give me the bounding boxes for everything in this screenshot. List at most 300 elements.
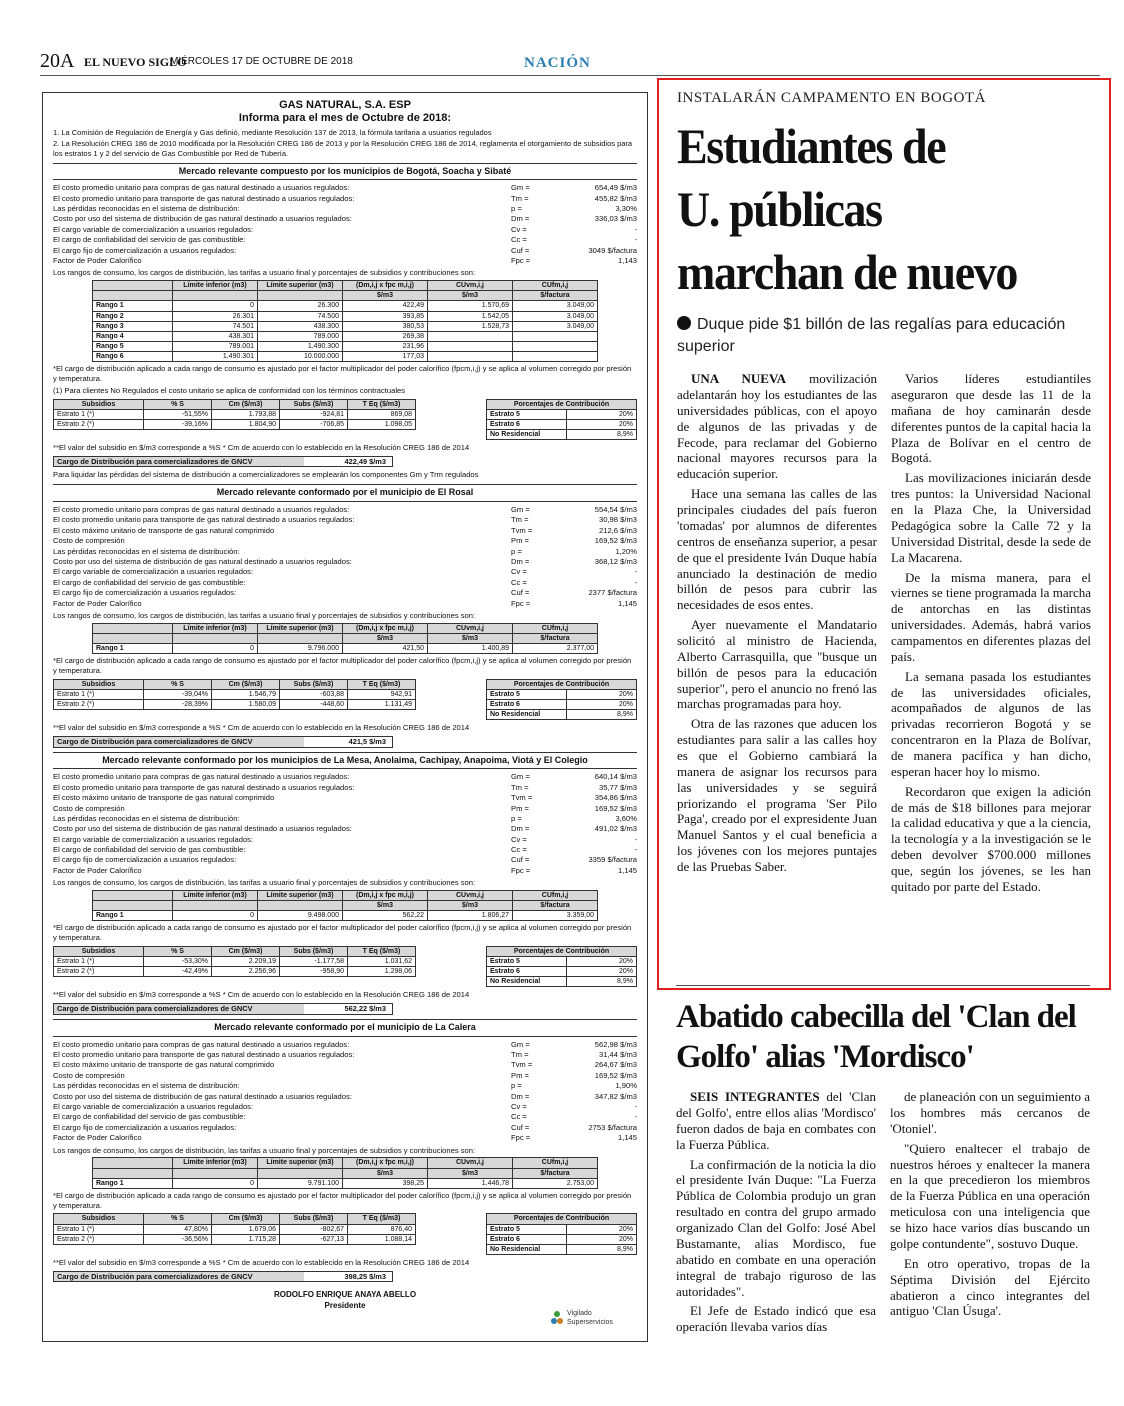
subsidy-wrap bbox=[53, 1213, 637, 1254]
table-cell: -706,85 bbox=[280, 419, 348, 429]
param-symbol: Fpc = bbox=[511, 256, 531, 266]
market-title: Mercado relevante conformado por el municipio de La Calera bbox=[53, 1019, 637, 1037]
param-symbol: Tvm = bbox=[511, 525, 533, 535]
param-symbol: Cv = bbox=[511, 1102, 527, 1111]
param-label: El costo máximo unitario de transporte de gas natural comprimido bbox=[53, 525, 275, 535]
param-row bbox=[53, 246, 637, 256]
param-value: 1,145 bbox=[617, 1133, 637, 1143]
param-symbol: Cc = bbox=[511, 845, 527, 855]
markets-container bbox=[53, 163, 637, 1283]
table-cell: 1.031,62 bbox=[348, 957, 416, 967]
table-header: CUfm,i,j bbox=[513, 891, 598, 901]
param-row bbox=[53, 547, 637, 557]
table-header bbox=[173, 633, 258, 643]
table-header: $/m3 bbox=[343, 1168, 428, 1178]
table-cell: 20% bbox=[567, 1234, 637, 1244]
table-row bbox=[487, 699, 637, 709]
table-cell: 0 bbox=[173, 911, 258, 921]
table-header: Límite superior (m3) bbox=[258, 281, 343, 291]
table-row bbox=[93, 321, 598, 331]
param-symbol: Fpc = bbox=[511, 1133, 531, 1143]
table-cell: No Residencial bbox=[487, 1244, 567, 1254]
table-header bbox=[93, 1158, 173, 1168]
param-value: 3049 $/factura bbox=[588, 245, 637, 255]
param-symbol: Tm = bbox=[511, 515, 529, 525]
table-header: Subsidios bbox=[54, 1214, 144, 1224]
param-symbol: Cv = bbox=[511, 224, 527, 234]
param-value: - bbox=[634, 845, 637, 855]
table-header: $/factura bbox=[513, 291, 598, 301]
param-symbol: p = bbox=[511, 204, 522, 214]
table-header: % S bbox=[144, 1214, 212, 1224]
param-label: El cargo de confiabilidad del servicio de gas combustible: bbox=[53, 1112, 246, 1122]
paragraph: La confirmación de la noticia la dio el presidente Iván Duque: "La Fuerza Pública de Colombia produjo un gran resultado en contra del grupo armado organizado Clan del Golfo: José Abel Bustamante, alias Mordisco, fue abatido en combate en una operación integral de trabajo riguroso de las autoridades". bbox=[676, 1156, 876, 1299]
article-body bbox=[677, 371, 1091, 899]
table-header: T Eq ($/m3) bbox=[348, 399, 416, 409]
param-row bbox=[53, 256, 637, 266]
param-symbol: Gm = bbox=[511, 505, 530, 515]
param-row bbox=[53, 814, 637, 824]
table-cell: Rango 1 bbox=[93, 643, 173, 653]
table-header: Cm ($/m3) bbox=[212, 947, 280, 957]
table-row bbox=[487, 689, 637, 699]
param-label: El costo promedio unitario para compras de gas natural destinado a usuarios regulados: bbox=[53, 183, 350, 193]
param-value: 169,52 $/m3 bbox=[594, 536, 637, 546]
note-factor: *El cargo de distribución aplicado a cada rango de consumo es ajustado por el factor multiplicador del poder calorífico (fpcm,i,j) y se aplica al volumen corregido por presión y temperatura. bbox=[53, 923, 632, 943]
table-cell: -39,04% bbox=[144, 689, 212, 699]
param-label: El cargo de confiabilidad del servicio de gas combustible: bbox=[53, 235, 246, 245]
market-title: Mercado relevante compuesto por los municipios de Bogotá, Soacha y Sibaté bbox=[53, 163, 637, 181]
table-header: Subsidios bbox=[54, 679, 144, 689]
table-row bbox=[487, 1244, 637, 1254]
param-label: El cargo fijo de comercialización a usuarios regulados: bbox=[53, 588, 237, 598]
ranges-text: Los rangos de consumo, los cargos de distribución, las tarifas a usuario final y porcentajes de subsidios y contribuciones son: bbox=[53, 268, 476, 278]
param-value: 31,44 $/m3 bbox=[599, 1050, 637, 1060]
table-cell: 1.098,05 bbox=[348, 419, 416, 429]
param-label: El cargo fijo de comercialización a usuarios regulados: bbox=[53, 245, 237, 255]
param-value: 455,82 $/m3 bbox=[594, 193, 637, 203]
note-nonreg: (1) Para clientes No Regulados el costo unitario se aplica de conformidad con los términos contractuales bbox=[53, 385, 406, 395]
param-value: 35,77 $/m3 bbox=[599, 782, 637, 792]
table-header: Límite superior (m3) bbox=[258, 891, 343, 901]
table-cell: 3.049,00 bbox=[513, 321, 598, 331]
param-label: El cargo variable de comercialización a usuarios regulados: bbox=[53, 1102, 254, 1111]
table-cell: 1.542,05 bbox=[428, 311, 513, 321]
paragraph: La semana pasada los estudiantes de las universidades oficiales, acompañados de algunos de las privadas recorrieron Bogotá y se concentraron en la Plaza de Bolívar, de manera pacífica y han dicho, esperan hacer hoy lo mismo. bbox=[891, 668, 1091, 779]
paragraph: El Jefe de Estado indicó que esa operación llevaba varios días bbox=[676, 1303, 876, 1335]
article2-headline: Abatido cabecilla del 'Clan del Golfo' alias 'Mordisco' bbox=[676, 999, 1076, 1075]
table-header: % S bbox=[144, 679, 212, 689]
notice-subtitle: Informa para el mes de Octubre de 2018: bbox=[238, 112, 452, 125]
cargo-gncv bbox=[53, 1003, 393, 1015]
param-value: - bbox=[634, 235, 637, 245]
signer-name: RODOLFO ENRIQUE ANAYA ABELLO bbox=[273, 1290, 417, 1300]
param-row bbox=[53, 1081, 637, 1091]
table-cell: 0 bbox=[173, 301, 258, 311]
param-symbol: Cc = bbox=[511, 1112, 527, 1122]
note-factor: *El cargo de distribución aplicado a cada rango de consumo es ajustado por el factor multiplicador del poder calorífico (fpcm,i,j) y se aplica al volumen corregido por presión y temperatura. bbox=[53, 1190, 632, 1210]
table-header: Subs ($/m3) bbox=[280, 947, 348, 957]
param-row bbox=[53, 557, 637, 567]
table-header: Porcentajes de Contribución bbox=[487, 947, 637, 957]
table-cell: 2.256,96 bbox=[212, 967, 280, 977]
param-label: Costo por uso del sistema de distribución de gas natural destinado a usuarios regulados: bbox=[53, 556, 352, 566]
param-value: 1,145 bbox=[617, 598, 637, 608]
table-header: T Eq ($/m3) bbox=[348, 1214, 416, 1224]
table-cell: 1.298,06 bbox=[348, 967, 416, 977]
lead-in: UNA NUEVA bbox=[691, 371, 787, 387]
table-cell: 422,49 bbox=[343, 301, 428, 311]
param-symbol: Cv = bbox=[511, 567, 527, 577]
table-cell: Rango 6 bbox=[93, 351, 173, 361]
table-cell: 1.490.301 bbox=[173, 351, 258, 361]
table-cell: 8,9% bbox=[567, 710, 637, 720]
param-value: - bbox=[634, 1102, 637, 1111]
article2-column bbox=[890, 1089, 1090, 1339]
param-value: - bbox=[634, 577, 637, 587]
param-symbol: Tm = bbox=[511, 193, 529, 203]
param-value: 354,86 $/m3 bbox=[594, 793, 637, 803]
table-cell: Rango 4 bbox=[93, 331, 173, 341]
param-label: Costo de compresión bbox=[53, 1070, 125, 1080]
table-header bbox=[93, 623, 173, 633]
note-factor: *El cargo de distribución aplicado a cada rango de consumo es ajustado por el factor multiplicador del poder calorífico (fpcm,i,j) y se aplica al volumen corregido por presión y temperatura. bbox=[53, 656, 632, 675]
param-value: 169,52 $/m3 bbox=[594, 803, 637, 813]
table-row bbox=[93, 911, 598, 921]
table-cell: 10.000.000 bbox=[258, 351, 343, 361]
table-cell: 1.131,49 bbox=[348, 699, 416, 709]
vigilado-logo bbox=[550, 1309, 627, 1327]
table-cell: -53,30% bbox=[144, 957, 212, 967]
table-header bbox=[173, 1168, 258, 1178]
table-cell: Estrato 6 bbox=[487, 699, 567, 709]
paragraph: de planeación con un seguimiento a los hombres más cercanos de 'Otoniel'. bbox=[890, 1089, 1090, 1136]
table-cell: Estrato 6 bbox=[487, 419, 567, 429]
param-value: - bbox=[634, 1112, 637, 1122]
param-label: El costo máximo unitario de transporte de gas natural comprimido bbox=[53, 1060, 275, 1070]
param-symbol: Cuf = bbox=[511, 1122, 530, 1132]
param-value: - bbox=[634, 224, 637, 234]
param-row bbox=[53, 866, 637, 876]
paper-name: EL NUEVO SIGLO bbox=[84, 55, 187, 69]
table-cell: 1.400,89 bbox=[428, 643, 513, 653]
param-value: 1,90% bbox=[615, 1081, 637, 1091]
table-header: CUvm,i,j bbox=[428, 623, 513, 633]
subsidy-wrap bbox=[53, 399, 637, 440]
table-cell: 20% bbox=[567, 699, 637, 709]
param-label: Las pérdidas reconocidas en el sistema de distribución: bbox=[53, 1081, 240, 1091]
notice-intro-item: 2. La Resolución CREG 186 de 2010 modificada por la Resolución CREG 186 de 2013 y por la Resolución CREG 186 de 2014, reglamenta el otorgamiento de subsidios para los estratos 1 y 2 del servicio de Gas Combustible por Red de Tubería. bbox=[53, 139, 633, 158]
note-subsidy: **El valor del subsidio en $/m3 corresponde a %S * Cm de acuerdo con lo establecido en la Resolución CREG 186 de 2014 bbox=[53, 723, 470, 733]
param-row bbox=[53, 835, 637, 845]
table-cell: 438.301 bbox=[173, 331, 258, 341]
ranges-table bbox=[92, 623, 598, 654]
table-row bbox=[54, 689, 416, 699]
table-cell: 1.804,90 bbox=[212, 419, 280, 429]
param-value: 30,98 $/m3 bbox=[599, 515, 637, 525]
notice-company: GAS NATURAL, S.A. ESP bbox=[279, 99, 411, 111]
table-row bbox=[54, 1234, 416, 1244]
table-cell: Estrato 1 (*) bbox=[54, 409, 144, 419]
table-header: Subs ($/m3) bbox=[280, 679, 348, 689]
param-symbol: Dm = bbox=[511, 824, 530, 834]
headline-line: Estudiantes de bbox=[677, 118, 946, 174]
table-row bbox=[93, 351, 598, 361]
vigilado-text: Vigilado Superservicios bbox=[567, 1309, 613, 1326]
param-symbol: Cuf = bbox=[511, 588, 530, 598]
param-label: El costo promedio unitario para compras de gas natural destinado a usuarios regulados: bbox=[53, 772, 350, 782]
table-row bbox=[93, 311, 598, 321]
bullet-icon bbox=[677, 316, 691, 330]
table-header: Subsidios bbox=[54, 399, 144, 409]
table-cell: -802,67 bbox=[280, 1224, 348, 1234]
table-header: $/m3 bbox=[343, 633, 428, 643]
table-cell: 942,91 bbox=[348, 689, 416, 699]
param-symbol: p = bbox=[511, 546, 522, 556]
param-value: 554,54 $/m3 bbox=[594, 505, 637, 515]
param-row bbox=[53, 1060, 637, 1070]
param-value: 1,143 bbox=[617, 256, 637, 266]
param-symbol: Cv = bbox=[511, 834, 527, 844]
table-header: Subs ($/m3) bbox=[280, 1214, 348, 1224]
table-cell: Estrato 6 bbox=[487, 967, 567, 977]
gas-natural-notice bbox=[42, 92, 648, 1342]
cargo-label: Cargo de Distribución para comercializadores de GNCV bbox=[54, 737, 304, 747]
table-cell: 1.679,06 bbox=[212, 1224, 280, 1234]
table-cell: 1.806,27 bbox=[428, 911, 513, 921]
param-row bbox=[53, 505, 637, 515]
table-cell: No Residencial bbox=[487, 710, 567, 720]
market-title: Mercado relevante conformado por los municipios de La Mesa, Anolaima, Cachipay, Anapoima, Viotá y El Colegio bbox=[53, 752, 637, 770]
param-symbol: Gm = bbox=[511, 183, 530, 193]
headline-line: marchan de nuevo bbox=[677, 244, 1017, 300]
param-value: 3,30% bbox=[615, 204, 637, 214]
param-symbol: Pm = bbox=[511, 1070, 529, 1080]
table-cell: Estrato 6 bbox=[487, 1234, 567, 1244]
param-row bbox=[53, 536, 637, 546]
param-symbol: Fpc = bbox=[511, 598, 531, 608]
param-symbol: Cuf = bbox=[511, 855, 530, 865]
table-header: Subsidios bbox=[54, 947, 144, 957]
table-header: CUvm,i,j bbox=[428, 1158, 513, 1168]
cargo-gncv bbox=[53, 1271, 393, 1283]
subsidy-table bbox=[53, 399, 416, 430]
param-row bbox=[53, 1102, 637, 1112]
param-label: El costo promedio unitario para compras de gas natural destinado a usuarios regulados: bbox=[53, 505, 350, 515]
table-cell: Rango 3 bbox=[93, 321, 173, 331]
subsidy-table bbox=[53, 679, 416, 710]
param-label: Costo por uso del sistema de distribución de gas natural destinado a usuarios regulados: bbox=[53, 214, 352, 224]
table-cell: No Residencial bbox=[487, 977, 567, 987]
table-cell: Rango 5 bbox=[93, 341, 173, 351]
table-cell: 8,9% bbox=[567, 429, 637, 439]
param-row bbox=[53, 588, 637, 598]
table-row bbox=[487, 419, 637, 429]
table-cell: 177,03 bbox=[343, 351, 428, 361]
table-cell: 3.049,00 bbox=[513, 311, 598, 321]
table-header: Cm ($/m3) bbox=[212, 1214, 280, 1224]
table-header bbox=[258, 1168, 343, 1178]
param-row bbox=[53, 793, 637, 803]
page-number: 20A bbox=[40, 50, 75, 72]
table-header: Porcentajes de Contribución bbox=[487, 1214, 637, 1224]
table-cell: -28,39% bbox=[144, 699, 212, 709]
signer-title: Presidente bbox=[324, 1300, 366, 1310]
article2-column bbox=[676, 1089, 876, 1339]
param-row bbox=[53, 194, 637, 204]
param-row bbox=[53, 183, 637, 193]
table-cell: 789.001 bbox=[173, 341, 258, 351]
table-row bbox=[487, 710, 637, 720]
table-header: Límite inferior (m3) bbox=[173, 891, 258, 901]
table-header: Porcentajes de Contribución bbox=[487, 679, 637, 689]
table-cell: 562,22 bbox=[343, 911, 428, 921]
param-label: Costo de compresión bbox=[53, 803, 125, 813]
table-cell: 20% bbox=[567, 409, 637, 419]
table-row bbox=[487, 429, 637, 439]
table-header: % S bbox=[144, 399, 212, 409]
param-value: 3,60% bbox=[615, 813, 637, 823]
param-value: 491,02 $/m3 bbox=[594, 824, 637, 834]
param-row bbox=[53, 235, 637, 245]
param-row bbox=[53, 204, 637, 214]
table-cell: 74.500 bbox=[258, 311, 343, 321]
subsidy-table bbox=[53, 946, 416, 977]
table-header bbox=[93, 901, 173, 911]
table-header: Límite inferior (m3) bbox=[173, 623, 258, 633]
param-value: - bbox=[634, 567, 637, 577]
table-cell: 2.753,00 bbox=[513, 1178, 598, 1188]
table-header: T Eq ($/m3) bbox=[348, 679, 416, 689]
table-row bbox=[54, 967, 416, 977]
table-row bbox=[487, 967, 637, 977]
param-label: El costo promedio unitario para transporte de gas natural destinado a usuarios regulados: bbox=[53, 1050, 355, 1060]
note-factor: *El cargo de distribución aplicado a cada rango de consumo es ajustado por el factor multiplicador del poder calorífico (fpcm,i,j) y se aplica al volumen corregido por presión y temperatura. bbox=[53, 364, 632, 383]
param-label: Las pérdidas reconocidas en el sistema de distribución: bbox=[53, 813, 240, 823]
article-clan-del-golfo bbox=[676, 985, 1090, 1339]
param-row bbox=[53, 1092, 637, 1102]
table-cell: Estrato 2 (*) bbox=[54, 1234, 144, 1244]
param-label: Factor de Poder Calorífico bbox=[53, 598, 142, 608]
param-label: El costo promedio unitario para transporte de gas natural destinado a usuarios regulados: bbox=[53, 782, 355, 792]
table-cell: 3.359,00 bbox=[513, 911, 598, 921]
table-cell: 3.049,00 bbox=[513, 301, 598, 311]
paragraph: Otra de las razones que aducen los estudiantes para salir a las calles hoy es que el Gobierno cambiará la manera de asignar los recursos para las universidades y se seguirá priorizando el programa 'Ser Pilo Paga', creado por el expresidente Juan Manuel Santos y el cual beneficia a los jóvenes con los mejores puntajes de las Pruebas Saber. bbox=[677, 716, 877, 874]
param-row bbox=[53, 845, 637, 855]
table-header: (Dm,i,j x fpc m,i,j) bbox=[343, 1158, 428, 1168]
paragraph: En otro operativo, tropas de la Séptima División del Ejército abatieron a cinco integrantes del antiguo 'Clan Úsuga'. bbox=[890, 1255, 1090, 1319]
contribution-table bbox=[486, 1213, 637, 1254]
param-label: Factor de Poder Calorífico bbox=[53, 256, 142, 266]
param-label: Costo por uso del sistema de distribución de gas natural destinado a usuarios regulados: bbox=[53, 824, 352, 834]
table-cell: -448,60 bbox=[280, 699, 348, 709]
deck-text: Duque pide $1 billón de las regalías para educación superior bbox=[677, 316, 1066, 355]
table-cell: 421,50 bbox=[343, 643, 428, 653]
ranges-table bbox=[92, 890, 598, 921]
param-value: - bbox=[634, 834, 637, 844]
cargo-gncv bbox=[53, 456, 393, 468]
table-cell: 2.377,00 bbox=[513, 643, 598, 653]
table-cell: -603,88 bbox=[280, 689, 348, 699]
paragraph: Varios líderes estudiantiles aseguraron que desde las 11 de la mañana de hoy caminarán desde diferentes puntos de la capital hacia la Plaza de Bolívar en el centro de Bogotá. bbox=[891, 371, 1091, 466]
table-header: $/m3 bbox=[428, 291, 513, 301]
paragraph: De la misma manera, para el viernes se tiene programada la marcha de antorchas en las distintas universidades. Además, habrá varios campamentos en diferentes plazas del país. bbox=[891, 569, 1091, 664]
table-cell: -39,16% bbox=[144, 419, 212, 429]
table-header bbox=[258, 901, 343, 911]
table-cell: No Residencial bbox=[487, 429, 567, 439]
ranges-text: Los rangos de consumo, los cargos de distribución, las tarifas a usuario final y porcentajes de subsidios y contribuciones son: bbox=[53, 1145, 476, 1155]
table-cell: Estrato 5 bbox=[487, 957, 567, 967]
param-row bbox=[53, 1050, 637, 1060]
param-value: 1,20% bbox=[615, 546, 637, 556]
table-cell: 0 bbox=[173, 643, 258, 653]
param-label: Factor de Poder Calorífico bbox=[53, 865, 142, 875]
table-header: (Dm,i,j x fpc m,i,j) bbox=[343, 891, 428, 901]
table-cell: Rango 2 bbox=[93, 311, 173, 321]
table-cell: 8,9% bbox=[567, 977, 637, 987]
param-symbol: Tvm = bbox=[511, 1060, 533, 1070]
param-label: El cargo fijo de comercialización a usuarios regulados: bbox=[53, 1122, 237, 1132]
param-symbol: Cc = bbox=[511, 235, 527, 245]
param-value: 640,14 $/m3 bbox=[594, 772, 637, 782]
cargo-value: 398,25 $/m3 bbox=[344, 1271, 386, 1281]
param-value: 368,12 $/m3 bbox=[594, 556, 637, 566]
ranges-text: Los rangos de consumo, los cargos de distribución, las tarifas a usuario final y porcentajes de subsidios y contribuciones son: bbox=[53, 610, 476, 620]
param-symbol: Gm = bbox=[511, 772, 530, 782]
table-cell: 20% bbox=[567, 1224, 637, 1234]
table-header: (Dm,i,j x fpc m,i,j) bbox=[343, 281, 428, 291]
param-row bbox=[53, 1071, 637, 1081]
table-row bbox=[54, 1224, 416, 1234]
param-row bbox=[53, 804, 637, 814]
note-subsidy: **El valor del subsidio en $/m3 corresponde a %S * Cm de acuerdo con lo establecido en la Resolución CREG 186 de 2014 bbox=[53, 1257, 470, 1267]
param-row bbox=[53, 1133, 637, 1143]
param-value: 2377 $/factura bbox=[588, 588, 637, 598]
table-header bbox=[93, 1168, 173, 1178]
table-header: $/m3 bbox=[343, 901, 428, 911]
table-cell: Estrato 2 (*) bbox=[54, 967, 144, 977]
table-cell: -924,81 bbox=[280, 409, 348, 419]
table-cell: 74.501 bbox=[173, 321, 258, 331]
table-header: $/m3 bbox=[343, 291, 428, 301]
table-cell: 26.300 bbox=[258, 301, 343, 311]
masthead bbox=[40, 50, 1100, 76]
param-label: Las pérdidas reconocidas en el sistema de distribución: bbox=[53, 546, 240, 556]
table-cell: 869,08 bbox=[348, 409, 416, 419]
table-header bbox=[173, 901, 258, 911]
table-cell: 438.300 bbox=[258, 321, 343, 331]
param-value: 654,49 $/m3 bbox=[594, 183, 637, 193]
table-cell: 1.528,73 bbox=[428, 321, 513, 331]
param-symbol: Dm = bbox=[511, 214, 530, 224]
paragraph: Recordaron que exigen la adición de más de $18 billones para mejorar la calidad educativa y que a la ciencia, la tecnología y a la investigación se le deben devolver $700.000 millones que, según los jóvenes, se les han quitado por parte del Estado. bbox=[891, 783, 1091, 894]
table-cell: -1.177,58 bbox=[280, 957, 348, 967]
param-symbol: Tm = bbox=[511, 1050, 529, 1060]
param-symbol: Cuf = bbox=[511, 245, 530, 255]
table-header: Porcentajes de Contribución bbox=[487, 399, 637, 409]
table-cell: 1.570,69 bbox=[428, 301, 513, 311]
param-symbol: Fpc = bbox=[511, 865, 531, 875]
paragraph-text: del 'Clan del Golfo', entre ellos alias 'Mordisco' fueron dados de baja en combates con la Fuerza Pública. bbox=[676, 1089, 876, 1152]
superservicios-icon bbox=[550, 1310, 564, 1326]
paragraph-text: movilización adelantarán hoy los estudiantes de las universidades públicas, con el apoyo de algunos de las privadas y de Fecode, para reclamar del Gobierno nacional mayores recursos para la educación superior. bbox=[677, 371, 877, 482]
table-cell: -958,90 bbox=[280, 967, 348, 977]
cargo-label: Cargo de Distribución para comercializadores de GNCV bbox=[54, 1272, 304, 1282]
table-header: Cm ($/m3) bbox=[212, 679, 280, 689]
param-label: El costo promedio unitario para compras de gas natural destinado a usuarios regulados: bbox=[53, 1039, 350, 1049]
contribution-table bbox=[486, 946, 637, 987]
table-cell: -627,13 bbox=[280, 1234, 348, 1244]
